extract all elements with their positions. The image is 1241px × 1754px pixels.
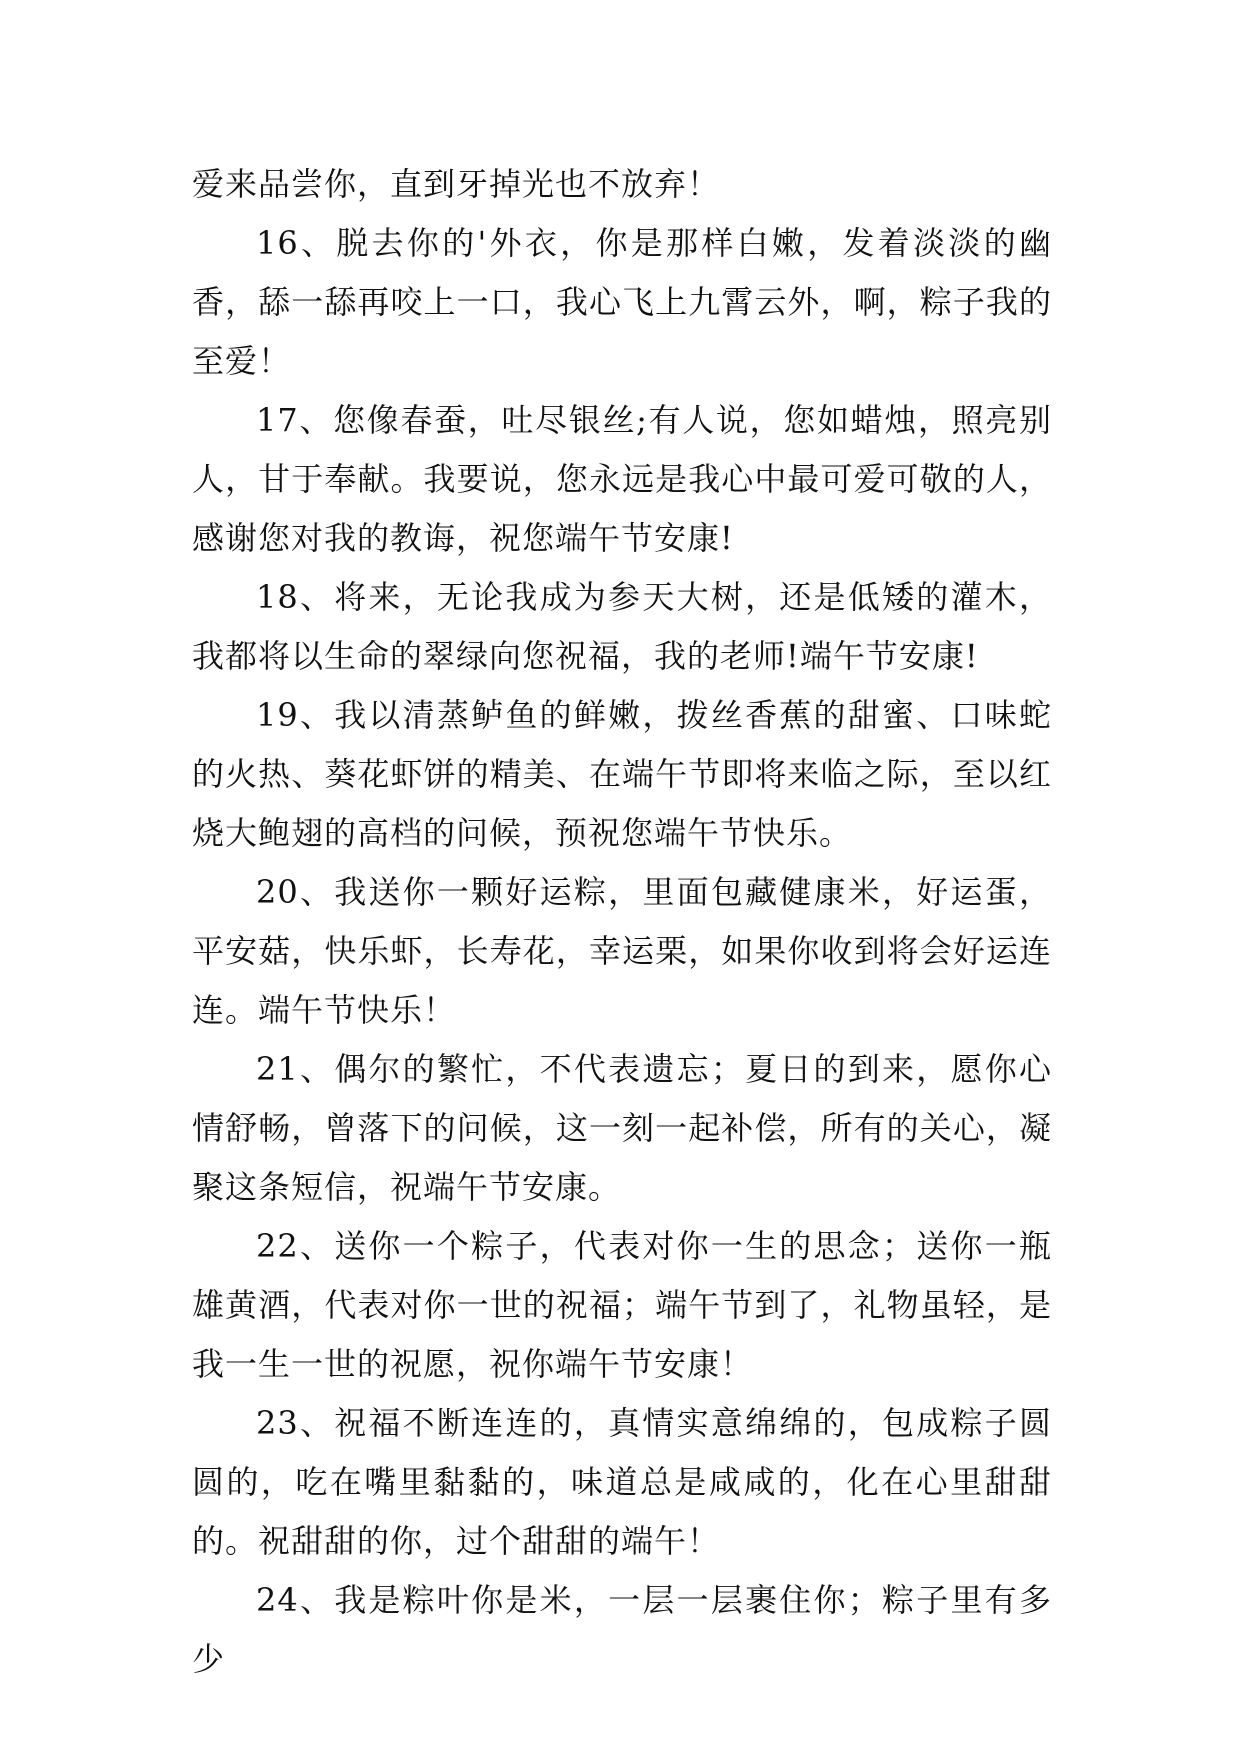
paragraph-21: 21、偶尔的繁忙，不代表遗忘；夏日的到来，愿你心情舒畅，曾落下的问候，这一刻一起补偿，所有的关心，凝聚这条短信，祝端午节安康。 — [192, 1050, 1052, 1206]
paragraph-17: 17、您像春蚕，吐尽银丝;有人说，您如蜡烛，照亮别人，甘于奉献。我要说，您永远是我心中最可爱可敬的人，感谢您对我的教诲，祝您端午节安康! — [192, 401, 1052, 557]
paragraph-24: 24、我是粽叶你是米，一层一层裹住你；粽子里有多少 — [192, 1581, 1052, 1678]
paragraph-18: 18、将来，无论我成为参天大树，还是低矮的灌木，我都将以生命的翠绿向您祝福，我的老师!端午节安康! — [192, 578, 1052, 675]
paragraph-20: 20、我送你一颗好运粽，里面包藏健康米，好运蛋，平安菇，快乐虾，长寿花，幸运栗，如果你收到将会好运连连。端午节快乐！ — [192, 873, 1052, 1029]
paragraph-19: 19、我以清蒸鲈鱼的鲜嫩，拨丝香蕉的甜蜜、口味蛇的火热、葵花虾饼的精美、在端午节即将来临之际，至以红烧大鲍翅的高档的问候，预祝您端午节快乐。 — [192, 696, 1052, 852]
paragraph-22: 22、送你一个粽子，代表对你一生的思念；送你一瓶雄黄酒，代表对你一世的祝福；端午节到了，礼物虽轻，是我一生一世的祝愿，祝你端午节安康！ — [192, 1227, 1052, 1383]
document-body — [192, 155, 1052, 1689]
paragraph-16: 16、脱去你的'外衣，你是那样白嫩，发着淡淡的幽香，舔一舔再咬上一口，我心飞上九霄云外，啊，粽子我的至爱！ — [192, 224, 1052, 380]
paragraph-continued: 爱来品尝你，直到牙掉光也不放弃！ — [192, 165, 721, 203]
paragraph-23: 23、祝福不断连连的，真情实意绵绵的，包成粽子圆圆的，吃在嘴里黏黏的，味道总是咸咸的，化在心里甜甜的。祝甜甜的你，过个甜甜的端午！ — [192, 1404, 1052, 1560]
